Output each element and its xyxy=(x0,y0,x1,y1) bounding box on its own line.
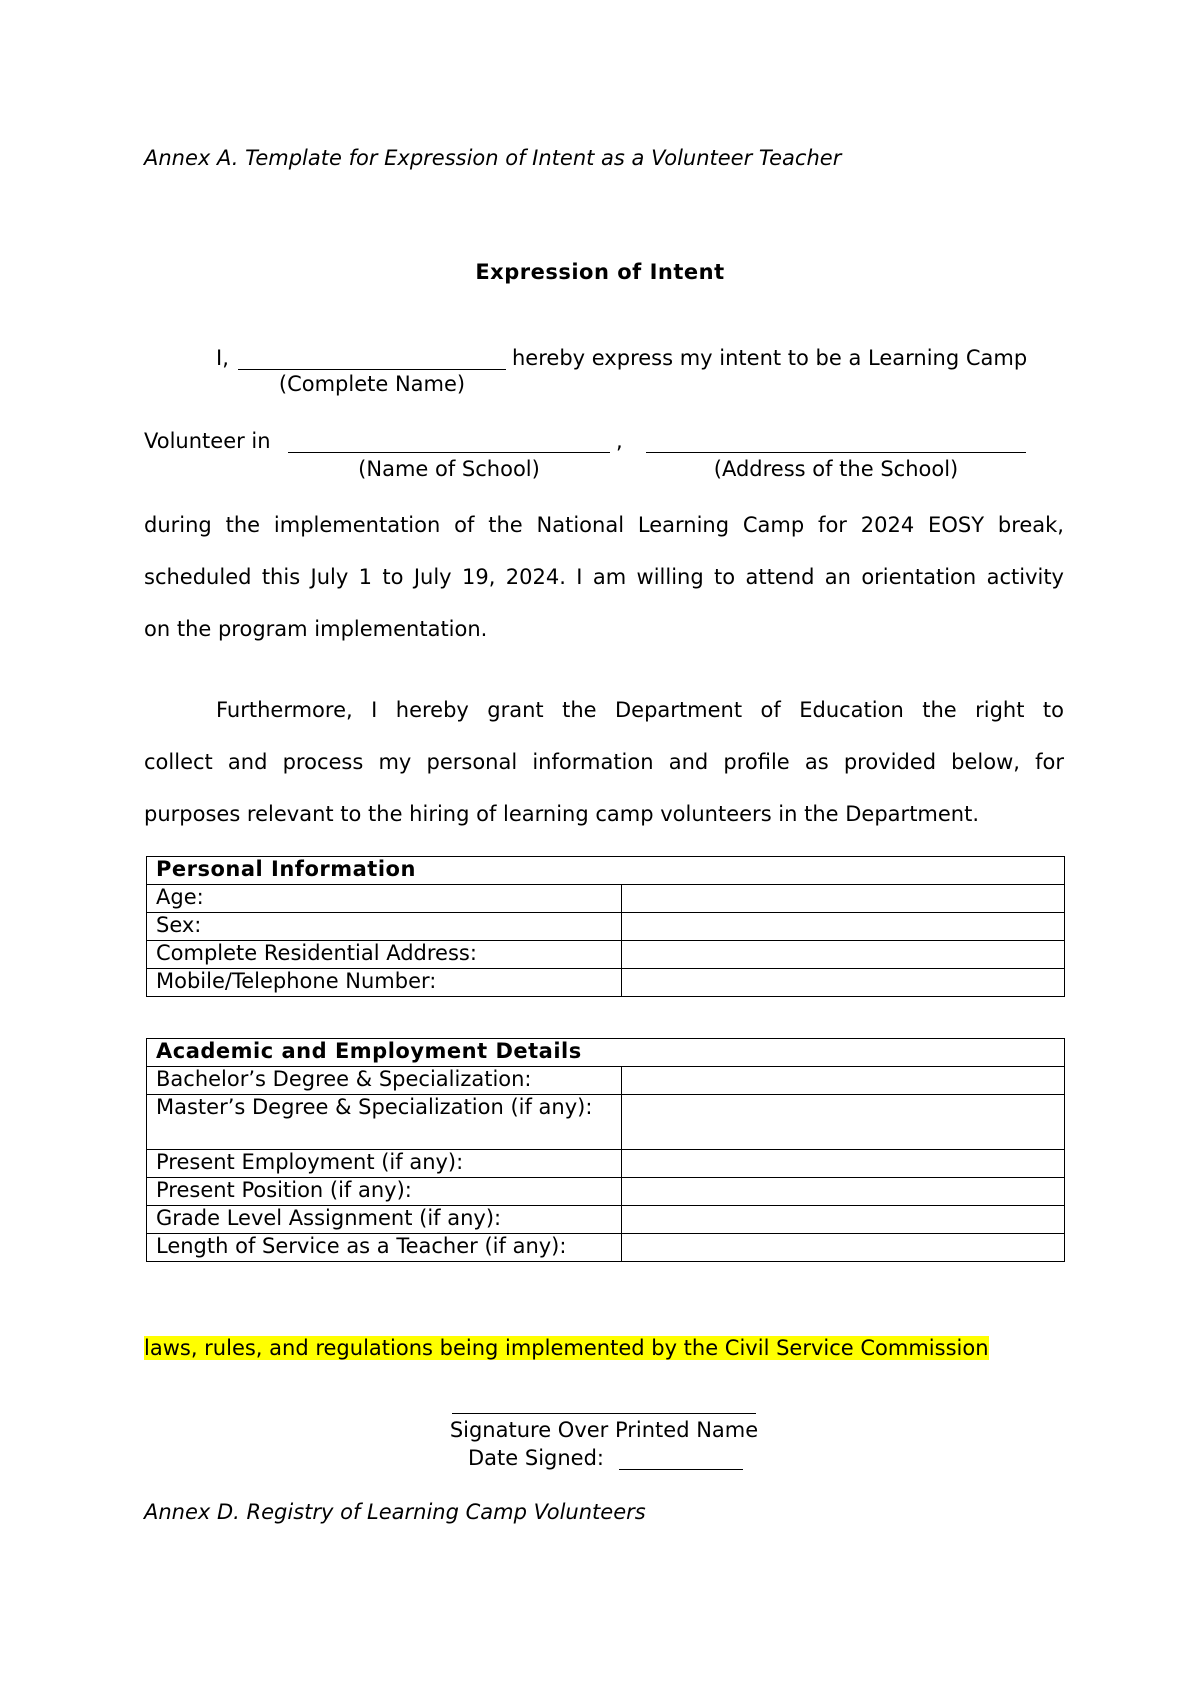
school-name-caption: (Name of School) xyxy=(358,457,540,481)
bachelors-field[interactable] xyxy=(622,1067,1065,1095)
school-name-blank[interactable] xyxy=(288,452,610,453)
signature-caption: Signature Over Printed Name xyxy=(449,1418,759,1442)
table-row xyxy=(147,1178,1065,1206)
complete-name-caption: (Complete Name) xyxy=(278,372,466,396)
employment-label: Present Employment (if any): xyxy=(147,1150,622,1178)
table-row xyxy=(147,941,1065,969)
table-header-row xyxy=(147,857,1065,885)
sex-label: Sex: xyxy=(147,913,622,941)
position-label: Present Position (if any): xyxy=(147,1178,622,1206)
employment-field[interactable] xyxy=(622,1150,1065,1178)
phone-label: Mobile/Telephone Number: xyxy=(147,969,622,997)
intro-suffix: hereby express my intent to be a Learning Camp xyxy=(512,346,1028,370)
length-of-service-field[interactable] xyxy=(622,1234,1065,1262)
paragraph1-line3: on the program implementation. xyxy=(144,617,488,641)
highlighted-text-line xyxy=(144,1336,989,1360)
annex-a-heading: Annex A. Template for Expression of Intent as a Volunteer Teacher xyxy=(144,146,842,170)
grade-level-field[interactable] xyxy=(622,1206,1065,1234)
paragraph2-line1: Furthermore, I hereby grant the Department of Education the right to xyxy=(216,698,1064,722)
document-title: Expression of Intent xyxy=(475,260,725,284)
age-label: Age: xyxy=(147,885,622,913)
comma: , xyxy=(616,429,623,453)
paragraph2-line3: purposes relevant to the hiring of learning camp volunteers in the Department. xyxy=(144,802,980,826)
phone-field[interactable] xyxy=(622,969,1065,997)
grade-level-label: Grade Level Assignment (if any): xyxy=(147,1206,622,1234)
school-address-blank[interactable] xyxy=(646,452,1026,453)
school-address-caption: (Address of the School) xyxy=(713,457,959,481)
masters-label: Master’s Degree & Specialization (if any): xyxy=(147,1095,622,1150)
signature-blank[interactable] xyxy=(452,1413,756,1414)
length-of-service-label: Length of Service as a Teacher (if any): xyxy=(147,1234,622,1262)
sex-field[interactable] xyxy=(622,913,1065,941)
masters-field[interactable] xyxy=(622,1095,1065,1150)
paragraph1-line1: during the implementation of the National Learning Camp for 2024 EOSY break, xyxy=(144,513,1064,537)
annex-d-heading: Annex D. Registry of Learning Camp Volunteers xyxy=(144,1500,646,1524)
academic-header: Academic and Employment Details xyxy=(147,1039,1065,1067)
intro-prefix: I, xyxy=(216,346,229,370)
academic-employment-table xyxy=(146,1038,1065,1262)
table-row xyxy=(147,1234,1065,1262)
table-row xyxy=(147,913,1065,941)
table-row xyxy=(147,969,1065,997)
highlighted-text: laws, rules, and regulations being implemented by the Civil Service Commission xyxy=(144,1336,989,1360)
paragraph2-line2: collect and process my personal information and profile as provided below, for xyxy=(144,750,1064,774)
bachelors-label: Bachelor’s Degree & Specialization: xyxy=(147,1067,622,1095)
table-row xyxy=(147,1067,1065,1095)
paragraph1-line2: scheduled this July 1 to July 19, 2024. I am willing to attend an orientation activity xyxy=(144,565,1064,589)
date-signed-label: Date Signed: xyxy=(468,1446,604,1470)
table-row xyxy=(147,1150,1065,1178)
table-row xyxy=(147,885,1065,913)
personal-info-table xyxy=(146,856,1065,997)
address-label: Complete Residential Address: xyxy=(147,941,622,969)
table-row xyxy=(147,1095,1065,1150)
table-header-row xyxy=(147,1039,1065,1067)
position-field[interactable] xyxy=(622,1178,1065,1206)
date-signed-blank[interactable] xyxy=(619,1469,743,1470)
age-field[interactable] xyxy=(622,885,1065,913)
complete-name-blank[interactable] xyxy=(238,369,506,370)
volunteer-in-label: Volunteer in xyxy=(144,429,271,453)
address-field[interactable] xyxy=(622,941,1065,969)
table-row xyxy=(147,1206,1065,1234)
personal-info-header: Personal Information xyxy=(147,857,1065,885)
